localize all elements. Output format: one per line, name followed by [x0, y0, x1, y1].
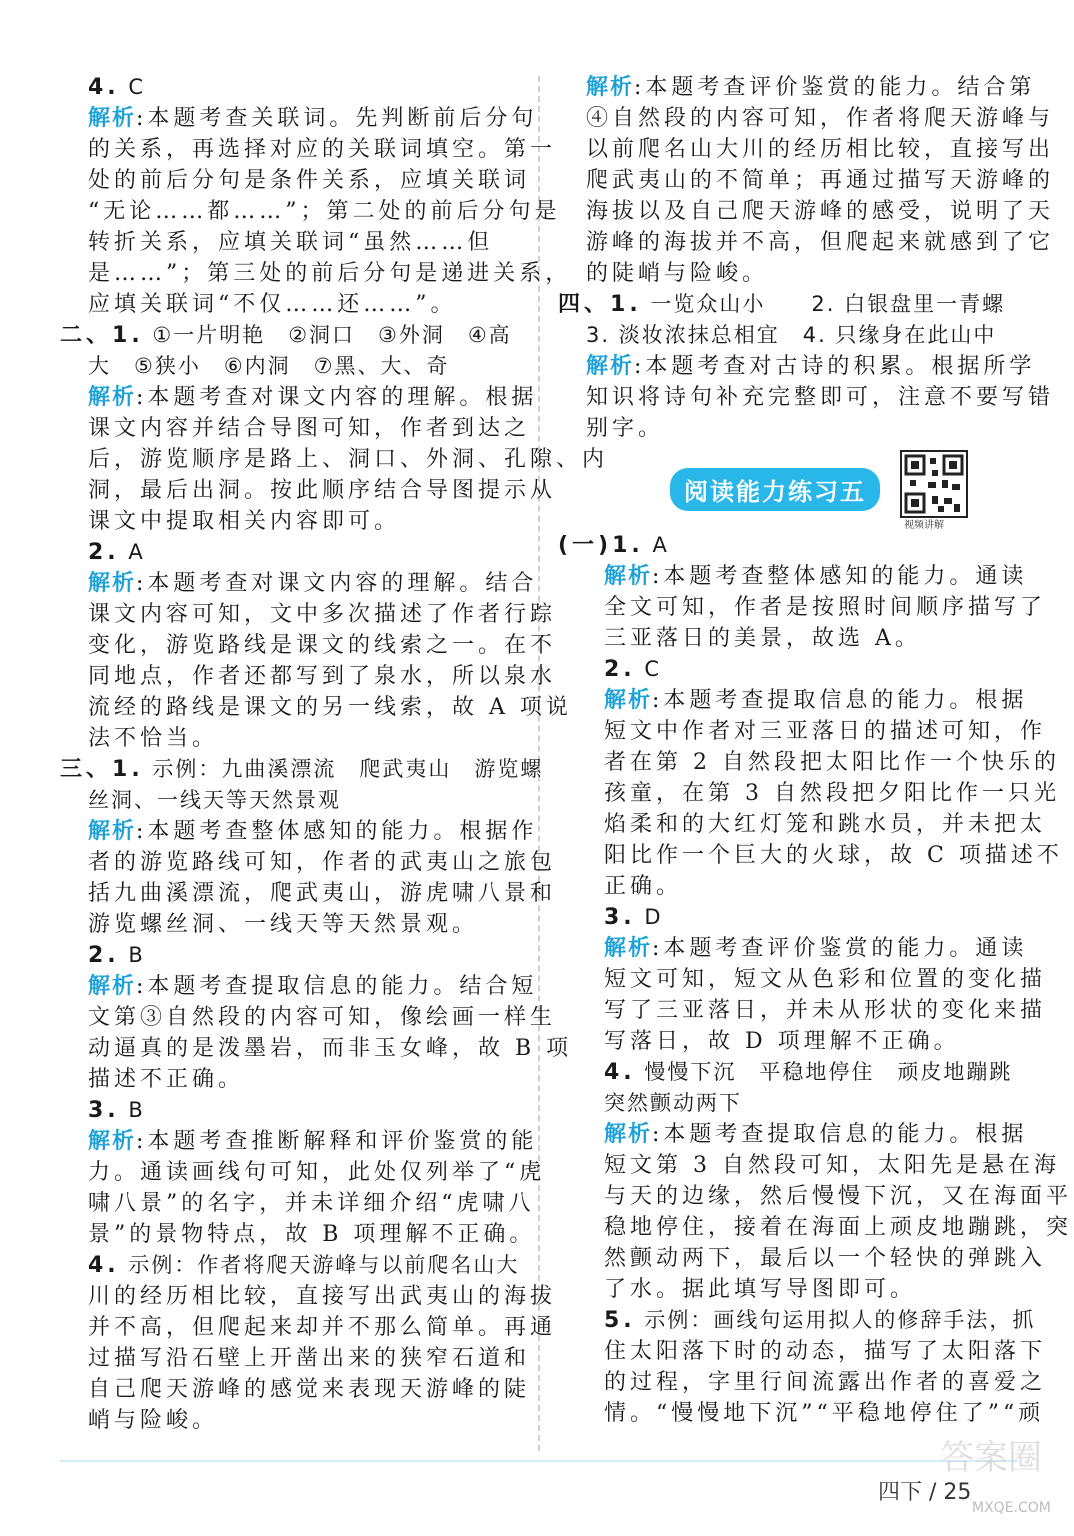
question-number: 1.	[112, 757, 144, 782]
text-line	[558, 1212, 1073, 1243]
analysis-label: 解析	[586, 75, 635, 100]
text-line	[558, 871, 1018, 902]
text-line	[60, 1281, 557, 1312]
body-text: “无论……都……”；第二处的前后分句是	[88, 199, 561, 224]
text-line	[60, 630, 557, 661]
body-text: 后，游览顺序是路上、洞口、外洞、孔隙、内	[88, 447, 609, 472]
text-line	[558, 1026, 1018, 1057]
body-text: 课文中提取相关内容即可。	[88, 509, 401, 534]
answer-text: D	[635, 905, 663, 929]
question-number: 2.	[88, 943, 120, 968]
text-line	[60, 1126, 538, 1157]
text-line	[558, 1057, 1018, 1088]
analysis-text: :本题考查提取信息的能力。结合短	[136, 974, 538, 999]
analysis-label: 解析	[604, 564, 653, 589]
body-text: 括九曲溪漂流，爬武夷山，游虎啸八景和	[88, 881, 557, 906]
text-line	[558, 196, 1055, 227]
body-text: 住太阳落下时的动态，描写了太阳落下	[604, 1339, 1047, 1364]
text-line	[60, 1095, 520, 1126]
text-line	[60, 506, 520, 537]
text-line	[558, 809, 1047, 840]
text-line	[558, 654, 1018, 685]
qr-caption: 视频讲解	[904, 520, 944, 531]
analysis-label: 解析	[88, 1129, 137, 1154]
question-number: 3.	[88, 1098, 120, 1123]
analysis-text: :本题考查整体感知的能力。通读	[652, 564, 1028, 589]
question-number: 3.	[604, 905, 636, 930]
watermark-url: MXQE.COM	[972, 1500, 1051, 1516]
text-line	[558, 289, 1018, 320]
body-text: 正确。	[604, 874, 683, 899]
body-text: 游览螺丝洞、一线天等天然景观。	[88, 912, 479, 937]
text-line	[558, 1150, 1060, 1181]
text-line	[60, 1312, 557, 1343]
text-line	[60, 816, 538, 847]
text-line	[60, 692, 572, 723]
answer-text: 一览众山小 2. 白银盘里一青螺	[641, 292, 1006, 316]
body-text: 游峰的海拔并不高，但爬起来就感到了它	[586, 230, 1055, 255]
text-line	[60, 475, 557, 506]
text-line	[558, 530, 1018, 561]
analysis-text: :本题考查对课文内容的理解。根据	[136, 385, 538, 410]
left-column	[60, 72, 609, 1436]
text-line	[558, 134, 1055, 165]
analysis-text: :本题考查整体感知的能力。根据作	[136, 819, 538, 844]
question-number: 1.	[612, 533, 644, 558]
answer-text: A	[643, 533, 669, 557]
section-number: 三、	[60, 757, 113, 782]
answer-text: 3. 淡妆浓抹总相宜 4. 只缘身在此山中	[586, 323, 997, 347]
analysis-label: 解析	[88, 385, 137, 410]
body-text: 同地点，作者还都写到了泉水，所以泉水	[88, 664, 557, 689]
analysis-label: 解析	[604, 688, 653, 713]
text-line	[558, 840, 1063, 871]
text-line	[60, 1033, 573, 1064]
body-text: 写了三亚落日，并未从形状的变化来描	[604, 998, 1047, 1023]
text-line	[558, 1398, 1045, 1429]
question-number: 5.	[604, 1308, 636, 1333]
text-line	[558, 933, 1028, 964]
text-line	[60, 723, 520, 754]
right-column	[558, 72, 1073, 1429]
body-text: 是……”；第三处的前后分句是递进关系，	[88, 261, 572, 286]
text-line	[60, 351, 520, 382]
analysis-text: :本题考查对课文内容的理解。结合	[136, 571, 538, 596]
text-line	[558, 1367, 1047, 1398]
body-text: 转折关系，应填关联词“虽然……但	[88, 230, 494, 255]
text-line	[60, 1002, 557, 1033]
body-text: 的关系，再选择对应的关联词填空。第一	[88, 137, 557, 162]
body-text: 峭与险峻。	[88, 1408, 219, 1433]
text-line	[558, 1088, 1018, 1119]
text-line	[60, 878, 557, 909]
text-line	[558, 382, 1055, 413]
body-text: 并不高，但爬起来却并不那么简单。再通	[88, 1315, 557, 1340]
body-text: 者的游览路线可知，作者的武夷山之旅包	[88, 850, 557, 875]
body-text: 短文第 3 自然段可知，太阳先是悬在海	[604, 1153, 1060, 1178]
body-text: 了水。据此填写导图即可。	[604, 1277, 917, 1302]
answer-text: 大 ⑤狭小 ⑥内洞 ⑦黑、大、奇	[88, 354, 450, 378]
text-line	[60, 909, 520, 940]
text-line	[60, 1250, 520, 1281]
section-number: 二、	[60, 323, 113, 348]
body-text: 流经的路线是课文的另一线索，故 A 项说	[88, 695, 572, 720]
body-text: 短文中作者对三亚落日的描述可知，作	[604, 719, 1047, 744]
text-line	[60, 1405, 520, 1436]
section-number: 四、	[558, 292, 611, 317]
text-line	[60, 847, 557, 878]
analysis-text: :本题考查提取信息的能力。根据	[652, 1122, 1028, 1147]
banner-title: 阅读能力练习五	[670, 468, 880, 511]
body-text: 阳比作一个巨大的火球，故 C 项描述不	[604, 843, 1063, 868]
text-line	[558, 103, 1055, 134]
text-line	[558, 165, 1055, 196]
text-line	[60, 134, 557, 165]
text-line	[558, 623, 1018, 654]
text-line	[558, 995, 1047, 1026]
text-line	[60, 537, 520, 568]
text-line	[60, 444, 609, 475]
text-line	[60, 227, 520, 258]
text-line	[60, 258, 572, 289]
text-line	[558, 561, 1028, 592]
text-line	[558, 72, 1036, 103]
text-line	[60, 196, 561, 227]
body-text: 自己爬天游峰的感觉来表现天游峰的陡	[88, 1377, 531, 1402]
body-text: 孩童，在第 3 自然段把夕阳比作一只光	[604, 781, 1060, 806]
analysis-label: 解析	[88, 106, 137, 131]
text-line	[558, 227, 1055, 258]
question-number: 4.	[88, 1253, 120, 1278]
body-text: 然颤动两下，最后以一个轻快的弹跳入	[604, 1246, 1047, 1271]
analysis-text: :本题考查评价鉴赏的能力。结合第	[634, 75, 1036, 100]
analysis-text: :本题考查关联词。先判断前后分句	[136, 106, 538, 131]
body-text: 焰柔和的大红灯笼和跳水员，并未把太	[604, 812, 1047, 837]
text-line	[60, 599, 557, 630]
body-text: 的陡峭与险峻。	[586, 261, 769, 286]
text-line	[558, 1243, 1047, 1274]
analysis-label: 解析	[88, 974, 137, 999]
analysis-label: 解析	[604, 936, 653, 961]
body-text: 爬武夷山的不简单；再通过描写天游峰的	[586, 168, 1055, 193]
footer-rule	[60, 1460, 1018, 1462]
body-text: 景”的景物特点，故 B 项理解不正确。	[88, 1222, 536, 1247]
text-line	[60, 785, 520, 816]
question-number: 1.	[610, 292, 642, 317]
body-text: 全文可知，作者是按照时间顺序描写了	[604, 595, 1047, 620]
text-line	[60, 1064, 520, 1095]
text-line	[60, 754, 544, 785]
question-number: 2.	[604, 657, 636, 682]
text-line	[558, 1336, 1047, 1367]
answer-text: ①一片明艳 ②洞口 ③外洞 ④高	[143, 323, 512, 347]
text-line	[60, 940, 520, 971]
text-line	[60, 1374, 531, 1405]
analysis-label: 解析	[88, 819, 137, 844]
body-text: 应填关联词“不仅……还……”。	[88, 292, 457, 317]
watermark-logo: 答案圈	[940, 1438, 1042, 1478]
answer-text: 突然颤动两下	[604, 1091, 742, 1115]
question-number: 4.	[88, 75, 120, 100]
answer-text: 丝洞、一线天等天然景观	[88, 788, 341, 812]
text-line	[558, 716, 1047, 747]
text-line	[558, 351, 1036, 382]
question-number: 4.	[604, 1060, 636, 1085]
right-top-block	[558, 72, 1055, 444]
section-number: (一)	[558, 533, 613, 558]
answer-text: 示例：画线句运用拟人的修辞手法，抓	[635, 1308, 1036, 1332]
text-line	[558, 747, 1060, 778]
right-bottom-block	[558, 530, 1073, 1429]
body-text: 过描写沿石壁上开凿出来的狭窄石道和	[88, 1346, 531, 1371]
text-line	[558, 320, 1018, 351]
body-text: 与天的边缘，然后慢慢下沉，又在海面平	[604, 1184, 1073, 1209]
question-number: 2.	[88, 540, 120, 565]
analysis-text: :本题考查推断解释和评价鉴赏的能	[136, 1129, 538, 1154]
question-number: 1.	[112, 323, 144, 348]
analysis-text: :本题考查对古诗的积累。根据所学	[634, 354, 1036, 379]
text-line	[60, 1157, 546, 1188]
answer-text: C	[635, 657, 662, 681]
body-text: 啸八景”的名字，并未详细介绍“虎啸八	[88, 1191, 535, 1216]
section-banner	[558, 450, 1018, 530]
text-line	[558, 1181, 1073, 1212]
text-line	[60, 1188, 535, 1219]
text-line	[558, 778, 1060, 809]
text-line	[60, 165, 531, 196]
answer-text: 示例：九曲溪漂流 爬武夷山 游览螺	[143, 757, 544, 781]
answer-text: 示例：作者将爬天游峰与以前爬名山大	[119, 1253, 520, 1277]
answer-text: B	[119, 943, 145, 967]
text-line	[60, 1219, 536, 1250]
text-line	[60, 289, 520, 320]
body-text: 课文内容可知，文中多次描述了作者行踪	[88, 602, 557, 627]
text-line	[558, 1305, 1036, 1336]
answer-text: A	[119, 540, 145, 564]
body-text: 课文内容并结合导图可知，作者到达之	[88, 416, 531, 441]
qr-code-icon[interactable]	[900, 450, 968, 518]
text-line	[60, 320, 520, 351]
body-text: 动逼真的是泼墨岩，而非玉女峰，故 B 项	[88, 1036, 573, 1061]
text-line	[60, 971, 538, 1002]
analysis-label: 解析	[604, 1122, 653, 1147]
body-text: 川的经历相比较，直接写出武夷山的海拔	[88, 1284, 557, 1309]
text-line	[60, 1343, 531, 1374]
analysis-text: :本题考查提取信息的能力。根据	[652, 688, 1028, 713]
text-line	[558, 413, 1018, 444]
text-line	[558, 258, 1018, 289]
answer-text: 慢慢下沉 平稳地停住 顽皮地蹦跳	[635, 1060, 1013, 1084]
body-text: 三亚落日的美景，故选 A。	[604, 626, 921, 651]
text-line	[558, 685, 1028, 716]
text-line	[558, 1274, 1018, 1305]
body-text: 处的前后分句是条件关系，应填关联词	[88, 168, 531, 193]
body-text: 描述不正确。	[88, 1067, 245, 1092]
text-line	[60, 413, 531, 444]
page-number: 四下 / 25	[878, 1480, 972, 1505]
body-text: 海拔以及自己爬天游峰的感受，说明了天	[586, 199, 1055, 224]
analysis-text: :本题考查评价鉴赏的能力。通读	[652, 936, 1028, 961]
text-line	[60, 72, 520, 103]
body-text: 以前爬名山大川的经历相比较，直接写出	[586, 137, 1055, 162]
body-text: 稳地停住，接着在海面上顽皮地蹦跳，突	[604, 1215, 1073, 1240]
body-text: 情。“慢慢地下沉”“平稳地停住了”“顽	[604, 1401, 1045, 1426]
text-line	[558, 1119, 1028, 1150]
text-line	[558, 902, 1018, 933]
text-line	[60, 568, 538, 599]
text-line	[558, 592, 1047, 623]
text-line	[60, 661, 557, 692]
body-text: 者在第 2 自然段把太阳比作一个快乐的	[604, 750, 1060, 775]
body-text: 的过程，字里行间流露出作者的喜爱之	[604, 1370, 1047, 1395]
body-text: 别字。	[586, 416, 665, 441]
answer-text: C	[119, 75, 146, 99]
body-text: 法不恰当。	[88, 726, 219, 751]
analysis-label: 解析	[586, 354, 635, 379]
body-text: ④自然段的内容可知，作者将爬天游峰与	[586, 106, 1055, 131]
body-text: 洞，最后出洞。按此顺序结合导图提示从	[88, 478, 557, 503]
body-text: 力。通读画线句可知，此处仅列举了“虎	[88, 1160, 546, 1185]
text-line	[558, 964, 1047, 995]
answer-text: B	[119, 1098, 145, 1122]
analysis-label: 解析	[88, 571, 137, 596]
body-text: 写落日，故 D 项理解不正确。	[604, 1029, 960, 1054]
body-text: 知识将诗句补充完整即可，注意不要写错	[586, 385, 1055, 410]
text-line	[60, 103, 538, 134]
body-text: 变化，游览路线是课文的线索之一。在不	[88, 633, 557, 658]
text-line	[60, 382, 538, 413]
body-text: 文第③自然段的内容可知，像绘画一样生	[88, 1005, 557, 1030]
body-text: 短文可知，短文从色彩和位置的变化描	[604, 967, 1047, 992]
